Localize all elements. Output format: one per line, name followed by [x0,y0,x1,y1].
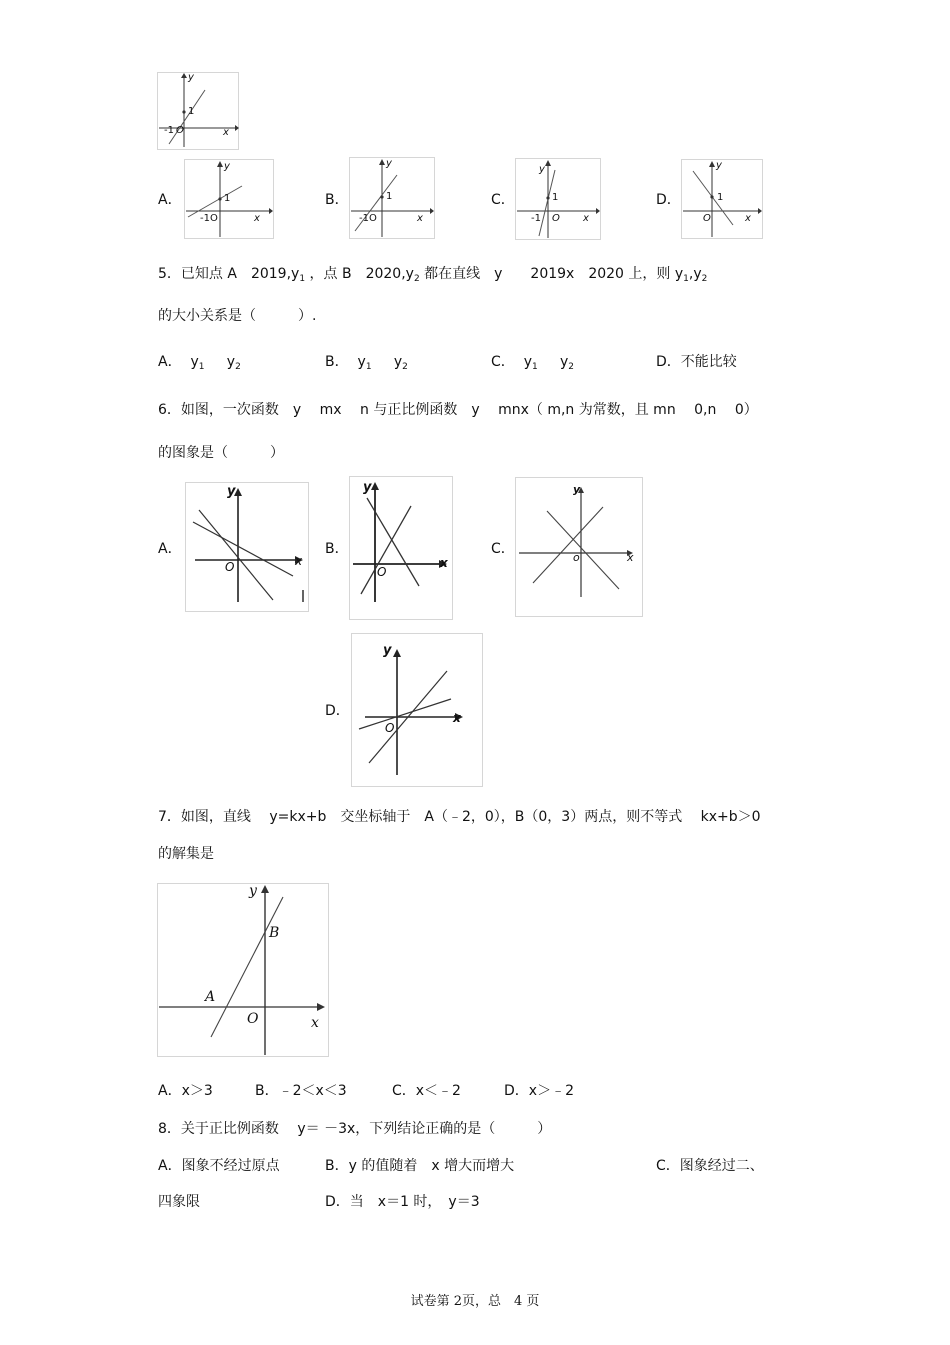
q5-point-b: ，点 B 2020,y [309,266,414,282]
page-footer: 试卷第 2页，总 4 页 [410,1294,540,1309]
q4-d-one-label: 1 [717,192,724,203]
q4-option-b-label[interactable]: B． [325,192,349,208]
q4-top-one-label: 1 [188,106,195,117]
q4-graph-top [157,72,239,150]
q7-x-label: x [311,1015,319,1031]
q6-stem-line2: 的图象是（ ） [158,445,284,461]
q7-option-d[interactable]: D．x＞﹣2 [504,1083,574,1099]
q4-graph-c[interactable] [515,158,601,240]
q4-top-origin-label: O [176,125,184,136]
q4-top-y-label: y [188,72,194,83]
q5-sub3: 1 [683,274,689,284]
q7-y-label: y [249,883,257,899]
q4-b-one-label: 1 [386,191,393,202]
q4-option-c-label[interactable]: C． [491,192,515,208]
q5-stem-line1 [158,265,707,288]
q6-a-x-label: x [295,554,303,568]
q8-option-c-continued: 四象限 [158,1194,200,1210]
q6-b-origin-label: O [377,565,387,579]
q7-stem-line2: 的解集是 [158,846,214,862]
q6-a-y-label: y [227,484,236,499]
q6-stem-line1: 6．如图，一次函数 y mx n 与正比例函数 y mnx（ m,n 为常数，且 mn 0,n 0） [158,402,758,418]
q5-option-c-sub1: 1 [531,362,538,372]
q5-option-b-label: B． [325,354,349,370]
q6-graph-d[interactable] [351,633,483,787]
q4-b-y-label: y [386,158,392,169]
q4-option-d-label[interactable]: D． [656,192,681,208]
q8-option-c[interactable]: C．图象经过二、 [656,1158,764,1174]
q4-a-one-label: 1 [224,193,231,204]
q7-point-a-label: A [205,989,216,1005]
q6-a-origin-label: O [225,560,235,574]
q6-c-y-label: y [573,483,581,496]
q5-prefix: 5．已知点 [158,266,223,282]
q5-option-a-sub2: 2 [235,362,241,372]
q6-graph-b[interactable] [349,476,453,620]
q7-graph [157,883,329,1057]
q5-option-b[interactable] [325,353,408,376]
q4-a-x-label: x [254,213,260,224]
q7-point-b-label: B [269,925,280,941]
q6-graph-c[interactable] [515,477,643,617]
q4-c-one-label: 1 [552,192,559,203]
q8-stem: 8．关于正比例函数 y＝ －3x，下列结论正确的是（ ） [158,1121,552,1137]
q5-option-b-y1: y [357,354,366,370]
q4-b-tick-label: -1O [359,213,377,224]
q5-stem-line2: 的大小关系是（ ）. [158,308,317,324]
q6-option-b-label[interactable]: B． [325,541,349,557]
q5-sub4: 2 [701,274,708,284]
q5-y2: y [693,266,702,282]
q6-option-c-label[interactable]: C． [491,541,515,557]
q5-comma: , [688,266,694,282]
q4-d-x-label: x [745,213,751,224]
q5-option-c-y1: y [523,354,532,370]
q5-option-c[interactable] [491,353,574,376]
q7-option-c[interactable]: C．x＜﹣2 [392,1083,461,1099]
q4-d-y-label: y [716,160,722,171]
q6-d-origin-label: O [385,721,395,735]
q5-option-a[interactable] [158,353,241,376]
q4-option-a-label[interactable]: A． [158,192,182,208]
q4-c-y-label: y [539,164,545,175]
q6-d-x-label: x [453,711,461,725]
q4-c-x-label: x [583,213,589,224]
q8-option-d[interactable]: D．当 x＝1 时， y＝3 [325,1194,480,1210]
q7-stem-line1: 7．如图，直线 y=kx+b 交坐标轴于 A（﹣2，0），B（0，3）两点，则不等式 kx+b＞0 [158,809,761,825]
q8-option-b[interactable]: B．y 的值随着 x 增大而增大 [325,1158,515,1174]
q5-line-eq: 都在直线 y 2019x 2020 上，则 y [424,266,684,282]
q5-option-b-sub1: 1 [365,362,372,372]
q5-option-c-sub2: 2 [568,362,575,372]
q5-option-d[interactable]: D．不能比较 [656,354,737,370]
q5-point-a: A 2019,y [227,266,300,282]
q4-top-minus-one-label: -1 [164,125,174,136]
q6-b-y-label: y [363,480,372,495]
q8-option-a[interactable]: A．图象不经过原点 [158,1158,280,1174]
q5-sub2: 2 [413,274,420,284]
q6-c-x-label: x [627,551,634,564]
q7-option-b[interactable]: B．﹣2＜x＜3 [255,1083,347,1099]
q4-graph-a[interactable] [184,159,274,239]
q4-top-x-label: x [223,127,229,138]
q5-option-a-y1: y [190,354,199,370]
q6-graph-a[interactable] [185,482,309,612]
q4-a-tick-label: -1O [200,213,218,224]
q5-option-a-label: A． [158,354,182,370]
q7-option-a[interactable]: A．x＞3 [158,1083,213,1099]
q6-c-origin-label: o [573,551,580,564]
q5-option-a-y2: y [226,354,236,370]
q5-option-b-y2: y [393,354,403,370]
q6-option-d-label[interactable]: D． [325,703,350,719]
q4-b-x-label: x [417,213,423,224]
q4-graph-b[interactable] [349,157,435,239]
q4-a-y-label: y [224,161,230,172]
q4-c-tick-label: -1 [531,213,541,224]
q5-option-c-y2: y [559,354,569,370]
q4-graph-d[interactable] [681,159,763,239]
q6-d-y-label: y [383,643,392,658]
q5-sub1: 1 [299,274,306,284]
q6-b-x-label: x [440,556,448,570]
q7-origin-label: O [247,1011,259,1027]
q4-d-origin-label: O [703,213,711,224]
q4-c-origin-label: O [552,213,560,224]
q5-option-c-label: C． [491,354,515,370]
q5-option-b-sub2: 2 [402,362,408,372]
q6-option-a-label[interactable]: A． [158,541,182,557]
q5-option-a-sub1: 1 [198,362,205,372]
